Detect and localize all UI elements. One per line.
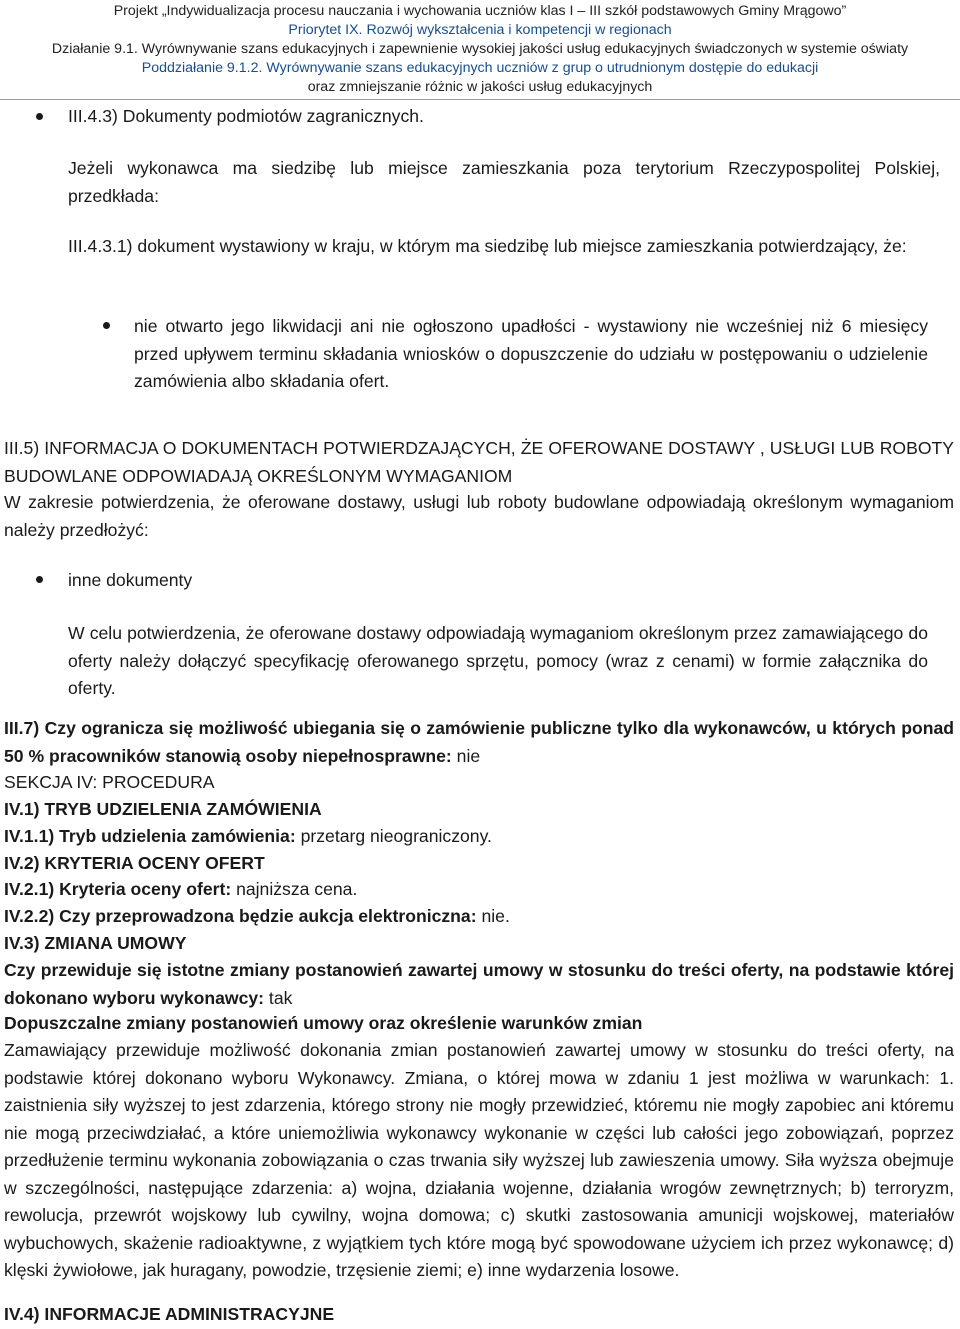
section-35-text: W zakresie potwierdzenia, że oferowane dostawy, usługi lub roboty budowlane odpowiadają określonym wymaganiom należy przedłożyć: <box>4 492 954 540</box>
project-header <box>0 0 960 100</box>
section-35-bullet: inne dokumenty <box>68 570 193 590</box>
header-subaction: Poddziałanie 9.1.2. Wyrównywanie szans edukacyjnych uczniów z grup o utrudnionym dostępie do edukacji <box>141 60 819 76</box>
header-project-title: Projekt „Indywidualizacja procesu nauczania i wychowania uczniów klas I – III szkół podstawowych Gminy Mrągowo” <box>113 3 847 19</box>
header-subaction-cont: oraz zmniejszanie różnic w jakości usług edukacyjnych <box>307 79 653 95</box>
iv3-answer: tak <box>264 987 293 1008</box>
iv1-heading: IV.1) TRYB UDZIELENIA ZAMÓWIENIA <box>4 799 322 819</box>
section-iv-title: SEKCJA IV: PROCEDURA <box>4 772 215 792</box>
header-divider <box>0 99 960 100</box>
section-343-item: III.4.3.1) dokument wystawiony w kraju, w którym ma siedzibę lub miejsce zamieszkania potwierdzający, że: <box>68 236 907 256</box>
iv11-label: IV.1.1) Tryb udzielenia zamówienia: <box>4 826 296 846</box>
iv3-question: Czy przewiduje się istotne zmiany postanowień zawartej umowy w stosunku do treści oferty, na podstawie której dokonano wyboru wykonawcy: <box>4 960 954 1008</box>
iv3-heading: IV.3) ZMIANA UMOWY <box>4 933 187 953</box>
section-35-note: W celu potwierdzenia, że oferowane dostawy odpowiadają wymaganiom określonym przez zamawiającego do oferty należy dołączyć specyfikację oferowanego sprzętu, pomocy (wraz z cenami) w formie załącznika do oferty. <box>68 623 928 698</box>
section-35-heading: III.5) INFORMACJA O DOKUMENTACH POTWIERDZAJĄCYCH, ŻE OFEROWANE DOSTAWY , USŁUGI LUB ROBOTY BUDOWLANE ODPOWIADAJĄ OKREŚLONYM WYMAGANIOM <box>4 438 954 486</box>
section-37-question: III.7) Czy ogranicza się możliwość ubiegania się o zamówienie publiczne tylko dla wykonawców, u których ponad 50 % pracowników stanowią osoby niepełnosprawne: <box>4 718 954 766</box>
iv21-label: IV.2.1) Kryteria oceny ofert: <box>4 879 232 899</box>
bullet-icon <box>36 113 43 120</box>
iv21-value: najniższa cena. <box>231 879 358 899</box>
iv3-question-row <box>4 957 954 1012</box>
section-37-answer: nie <box>451 745 481 766</box>
iv21-row <box>4 876 904 904</box>
iv11-value: przetarg nieograniczony. <box>295 826 492 846</box>
iv22-value: nie. <box>476 906 510 926</box>
section-343-intro: Jeżeli wykonawca ma siedzibę lub miejsce zamieszkania poza terytorium Rzeczypospolitej Polskiej, przedkłada: <box>68 158 940 206</box>
iv3-text: Zamawiający przewiduje możliwość dokonania zmian postanowień zawartej umowy w stosunku do treści oferty, na podstawie której dokonano wyboru Wykonawcy. Zmiana, o której mowa w zdaniu 1 jest możliwa w warunkach: 1. zaistnienia siły wyższej to jest zdarzenia, którego strony nie mogły przewidzieć, któremu nie mogły zapobiec ani któremu nie mogą przeciwdziałać, a które uniemożliwia wykonawcy wykonanie w części lub całości jego zobowiązań, poprzez przedłużenie terminu wykonania zobowiązania o czas trwania siły wyższej lub zawieszenia umowy. Siła wyższa obejmuje w szczególności, następujące zdarzenia: a) wojna, działania wojenne, działania wrogów zewnętrznych; b) terroryzm, rewolucja, przewrót wojskowy lub cywilny, wojna domowa; c) skutki zastosowania amunicji wojskowej, materiałów wybuchowych, skażenie radioaktywne, z wyjątkiem tych które mogą być spowodowane użyciem ich przez wykonawcę; d) klęski żywiołowe, jak huragany, powodzie, trzęsienie ziemi; e) inne wydarzenia losowe. <box>4 1040 954 1280</box>
header-priority: Priorytet IX. Rozwój wykształcenia i kompetencji w regionach <box>288 22 672 38</box>
section-343-subitem: nie otwarto jego likwidacji ani nie ogłoszono upadłości - wystawiony nie wcześniej niż 6 miesięcy przed upływem terminu składania wniosków o dopuszczenie do udziału w postępowaniu o udzielenie zamówienia albo składania ofert. <box>134 316 928 391</box>
bullet-icon <box>36 576 43 583</box>
bullet-icon <box>103 322 110 329</box>
iv22-label: IV.2.2) Czy przeprowadzona będzie aukcja elektroniczna: <box>4 906 477 926</box>
iv11-row <box>4 823 904 851</box>
iv4-heading: IV.4) INFORMACJE ADMINISTRACYJNE <box>4 1304 335 1324</box>
section-37 <box>4 715 954 770</box>
iv22-row <box>4 903 904 931</box>
header-action: Działanie 9.1. Wyrównywanie szans edukacyjnych i zapewnienie wysokiej jakości usług edukacyjnych świadczonych w systemie oświaty <box>51 41 909 57</box>
section-343-heading: III.4.3) Dokumenty podmiotów zagranicznych. <box>68 106 424 126</box>
iv3-sub-heading: Dopuszczalne zmiany postanowień umowy oraz określenie warunków zmian <box>4 1013 643 1033</box>
iv2-heading: IV.2) KRYTERIA OCENY OFERT <box>4 853 265 873</box>
